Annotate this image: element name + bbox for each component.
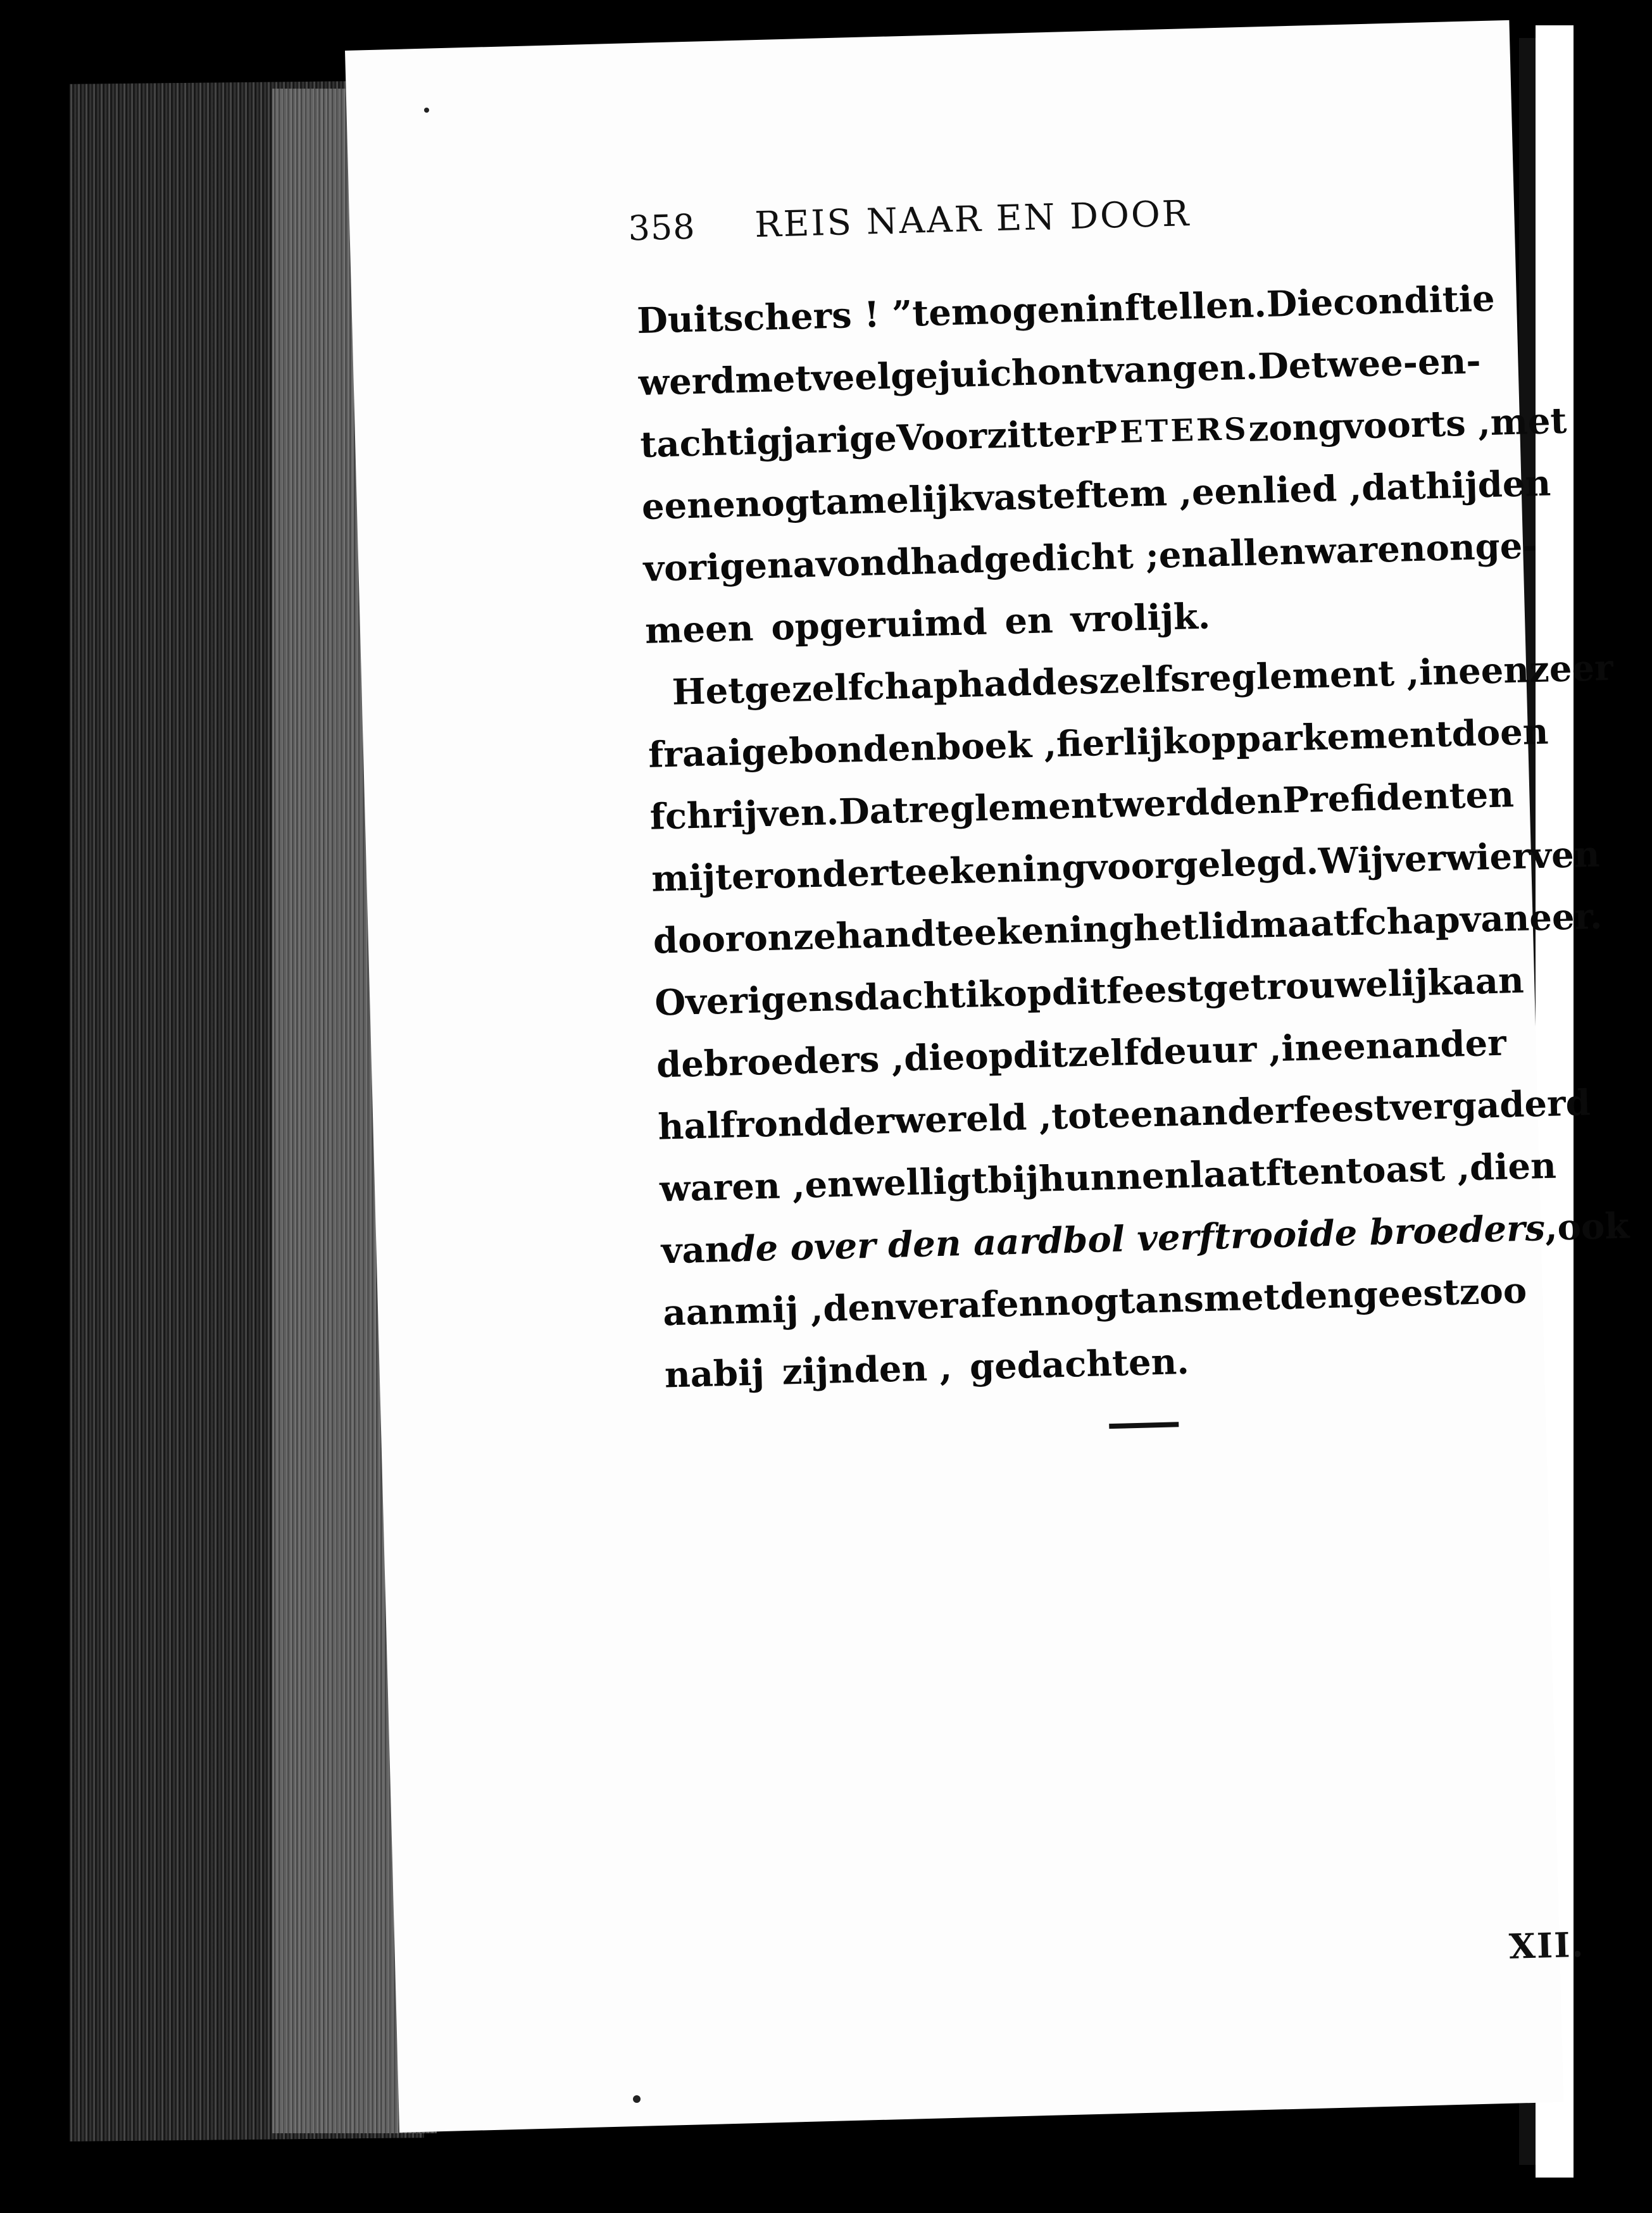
word: die [903,1036,966,1080]
word: veel [811,355,891,399]
page-number: 358 [627,206,696,249]
word: en [1465,774,1515,817]
word: tachtigjarige [639,417,898,466]
word: de over den aardbol verftrooide broeders [730,1207,1546,1270]
word: een [1107,1093,1180,1137]
word: Prefident [1282,775,1467,822]
word: toast , [1345,1147,1470,1193]
word: gejuich [890,351,1038,398]
word: voorgelegd. [1086,841,1319,889]
word: allen [1206,530,1306,575]
word: te [911,292,952,335]
word: en [804,1163,854,1207]
word: met [1203,1276,1281,1320]
word: opgeruimd [770,601,988,649]
word: aan [662,1290,735,1334]
word: Het [671,669,745,713]
word: parkement [1235,713,1453,761]
word: den [1279,1274,1354,1318]
word: vaste [972,475,1077,520]
word: dit [1051,970,1107,1014]
word: den [822,1286,897,1330]
word: conditie [1332,277,1496,324]
word: dacht [853,974,967,1019]
word: tot [1051,1094,1109,1138]
word: voorts , [1342,401,1491,448]
word: gedicht ; [983,534,1160,581]
ink-speck [633,2095,641,2103]
word: De [1257,344,1312,388]
word: uur , [1186,1027,1282,1072]
word: op [964,1034,1014,1078]
word: van [660,1228,732,1272]
word: getrouwelijk [1202,961,1453,1010]
word: en [1004,599,1054,643]
word: halfrond [657,1101,829,1148]
word: , [1544,1207,1558,1249]
word: den [1208,779,1284,824]
word: door [653,917,745,962]
word: PETERS [1094,411,1249,451]
word: Voorzitter [896,412,1095,460]
word: ander [1178,1089,1294,1135]
word: met [734,357,812,402]
word: gebonden [741,726,937,774]
word: eene [641,484,736,528]
word: meen [644,607,754,652]
word: gedachten. [969,1340,1190,1388]
word: laatften [1189,1150,1347,1196]
word: eer. [1529,895,1603,939]
word: en [1158,533,1208,577]
word: reglement [908,784,1114,832]
word: verwierven [1383,833,1601,881]
word: in [1280,1027,1322,1070]
word: handteekening [835,907,1134,958]
word: had [910,539,985,583]
word: dat [1361,465,1427,510]
word: zong [1248,405,1344,450]
word: van [1459,897,1530,941]
word: mogen [951,288,1086,334]
word: nog [734,482,810,526]
word: Dat [838,789,910,833]
word: mij , [734,1288,824,1332]
word: ik [965,973,1004,1016]
word: ook [1556,1205,1630,1249]
word: ter [715,855,774,899]
book-page [345,20,1630,2133]
word: lied , [1262,467,1363,512]
word: ditzelfde [1012,1030,1187,1077]
word: onze [743,915,837,960]
word: zoo [1458,1269,1527,1313]
word: boek , [936,723,1057,768]
word: doen [1451,710,1549,755]
word: Wij [1318,839,1385,883]
word: werd [1112,781,1210,826]
word: nabij [664,1351,765,1396]
word: vergaderd [1389,1082,1591,1129]
word: broeders , [703,1038,905,1085]
body-text [636,269,1630,1407]
word: had [957,661,1032,706]
word: wereld , [894,1096,1053,1142]
word: gezelfchap [744,663,959,712]
word: zijnden , [781,1346,953,1393]
word: nogtans [1044,1278,1205,1324]
word: lidmaatfchap [1198,899,1461,948]
section-rule [1109,1422,1179,1429]
word: hij [1425,464,1479,508]
word: de [656,1043,704,1086]
word: avond [792,541,911,586]
word: ftem , [1075,472,1192,517]
word: vorigen [642,544,794,590]
word: dien [1469,1144,1557,1189]
word: Die [1265,282,1334,326]
word: tamelijk [808,477,974,524]
word: deszelfs [1031,658,1191,704]
ink-speck [424,108,429,113]
word: werd [638,360,736,404]
word: feest [1106,968,1204,1013]
word: inftellen. [1085,284,1267,330]
word: op [1003,972,1053,1015]
word: onge- [1425,524,1538,570]
word: en [995,1282,1046,1326]
page-header [628,191,1261,249]
word: in [1418,651,1459,694]
word: bij [987,1158,1039,1202]
running-title: REIS NAAR EN DOOR [754,193,1191,246]
word: ontvangen. [1037,346,1259,394]
word: vrolijk. [1070,595,1211,641]
word: den [1477,462,1551,506]
word: een [1320,1025,1392,1069]
word: fraai [648,731,742,776]
word: een [1191,470,1263,514]
word: mij [651,856,716,900]
word: ander [1391,1022,1507,1067]
word: twee-en- [1310,340,1482,387]
word: aan [1451,959,1525,1003]
word: het [1133,906,1199,950]
word: onderteekening [772,846,1087,897]
word: met [1489,399,1568,444]
word: der [827,1100,895,1144]
word: zeer [1529,646,1614,691]
word: waren , [659,1164,806,1210]
word: hunnen [1038,1154,1191,1200]
catchword: XII. [1508,1924,1586,1967]
word: feest [1292,1087,1391,1132]
word: welligt [852,1160,989,1205]
word: fchrijven. [649,791,839,838]
word: Overigens [654,977,855,1024]
word: fierlijk [1056,720,1189,765]
word: geest [1352,1271,1460,1316]
word: waren [1305,527,1427,573]
word: reglement , [1189,651,1420,700]
word: op [1187,718,1237,762]
word: veraf [895,1283,997,1328]
word: een [1458,649,1530,693]
word: Duitschers ! ” [636,292,913,342]
